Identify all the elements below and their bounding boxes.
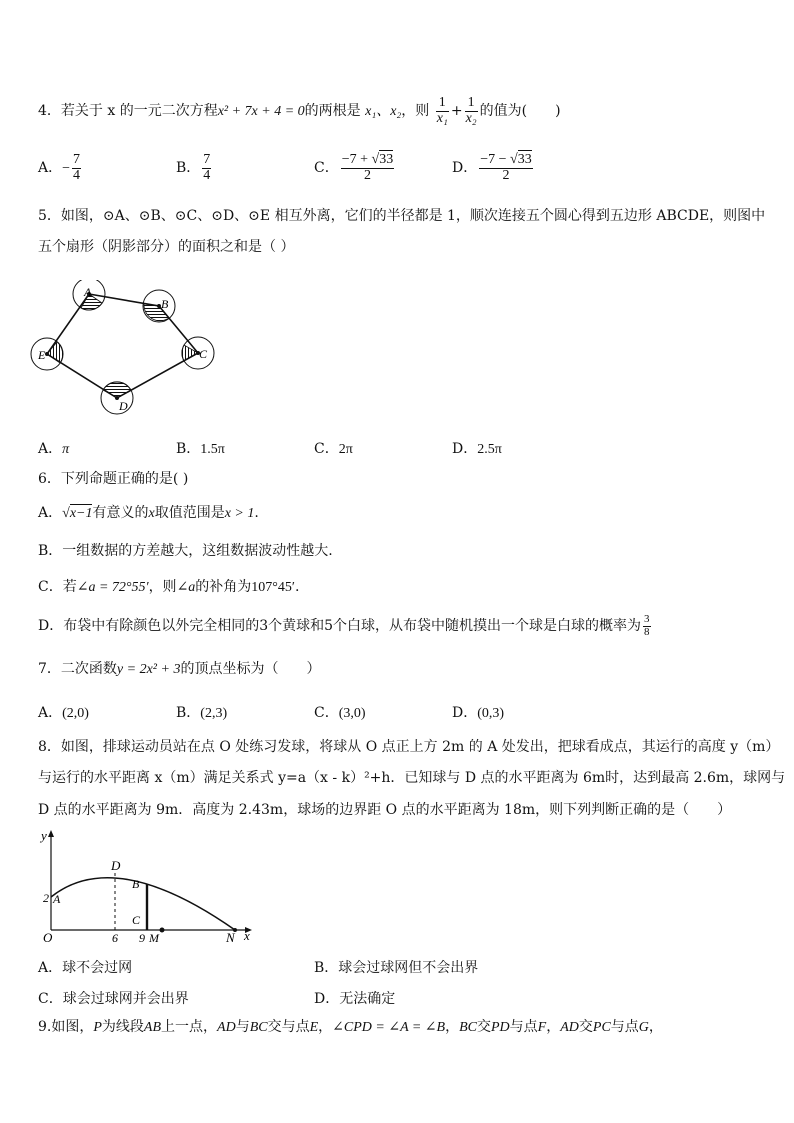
q5-option-a[interactable] [38, 438, 69, 458]
q9-ad2: AD [560, 1020, 579, 1035]
q4-option-c-num: −7 + √33 [341, 151, 394, 167]
q7-prefix: 7．二次函数 [38, 661, 117, 677]
q6-option-a-var: x [148, 506, 155, 521]
q9-t11: 交 [578, 1019, 593, 1035]
q9-t5: 交与点 [267, 1019, 310, 1035]
q5-pentagon-figure [28, 280, 228, 420]
q4-frac1-num: 1 [436, 96, 449, 112]
q9-pd: PD [490, 1020, 510, 1035]
q9-stem [38, 1018, 663, 1037]
q8-label-6: 6 [112, 931, 118, 945]
q8-line2: 与运行的水平距离 x（m）满足关系式 y=a（x - k）²+h．已知球与 D 点的水平距离为 6m时，达到最高 2.6m，球网与 [38, 770, 786, 786]
q7-option-b-label: B． [176, 705, 201, 721]
q5-option-d[interactable] [452, 438, 502, 458]
q8-trajectory-figure [36, 828, 266, 948]
q4-option-a-num: 7 [73, 151, 81, 167]
q8-option-c[interactable] [38, 988, 189, 1008]
q7-option-d-label: D． [452, 705, 478, 721]
q5-sector-c [182, 345, 198, 361]
q4-mid: 的两根是 [304, 103, 361, 119]
q4-option-c-frac [341, 153, 394, 183]
q6-option-d-den: 8 [644, 625, 650, 638]
q6-option-c-label: C．若 [38, 579, 77, 595]
q8-label-9: 9 [139, 931, 145, 945]
q6-option-a-cond: x > 1 [224, 506, 255, 521]
q4-option-a-sign: − [62, 161, 71, 176]
q6-option-c-angle2: ∠a [176, 580, 196, 595]
q7-func: y = 2x² + 3 [116, 662, 181, 677]
q5-option-c-value: 2π [338, 442, 353, 457]
q4-roots: x₁、x₂ [365, 104, 402, 119]
q6-option-c[interactable] [38, 578, 299, 597]
q8-label-a: A [53, 892, 61, 906]
q5-label-c: C [199, 347, 208, 361]
q5-option-c[interactable] [314, 438, 353, 458]
q8-option-d[interactable] [314, 988, 395, 1008]
q8-label-o: O [43, 930, 53, 945]
q9-p: P [93, 1020, 102, 1035]
q8-option-c-value: 球会过球网并会出界 [62, 991, 189, 1007]
q4-option-c-num-a: −7 + [341, 151, 369, 167]
q9-angle: ∠CPD = ∠A = ∠B [332, 1020, 446, 1035]
q4-option-a[interactable] [38, 150, 83, 187]
q6-option-a-label: A． [38, 505, 63, 521]
q8-line1: 8．如图，排球运动员站在点 O 处练习发球，将球从 O 点正上方 2m 的 A 处发出，把球看成点，其运行的高度 y（m） [38, 739, 780, 755]
q8-label-m: M [149, 931, 159, 945]
q9-t2: 为线段 [101, 1019, 144, 1035]
q6-option-a-text1: 有意义的 [92, 505, 149, 521]
q4-option-d-den: 2 [502, 167, 510, 183]
q8-line3: D 点的水平距离为 9m．高度为 2.43m，球场的边界距 O 点的水平距离为 18m，则下列判断正确的是（ ） [38, 802, 732, 818]
q7-option-b[interactable] [176, 702, 227, 722]
q7-option-d-value: (0,3) [477, 706, 505, 721]
q9-t13: ， [648, 1019, 663, 1035]
q9-ab: AB [143, 1020, 162, 1035]
q9-t6: ， [318, 1019, 333, 1035]
q7-option-b-value: (2,3) [200, 706, 228, 721]
q4-option-d-frac [479, 153, 532, 183]
q5-option-a-value: π [62, 442, 70, 457]
q7-option-a[interactable] [38, 702, 89, 722]
q4-option-b-den: 4 [203, 167, 211, 183]
q8-option-b-value: 球会过球网但不会出界 [338, 960, 479, 976]
q4-option-d-num-a: −7 − [480, 151, 507, 167]
q9-t3: 上一点， [161, 1019, 218, 1035]
q8-option-b[interactable] [314, 957, 478, 977]
q4-frac1 [436, 96, 449, 126]
q6-option-c-mid: ，则 [148, 579, 177, 595]
q8-point-m [160, 928, 165, 933]
q8-label-c: C [132, 913, 141, 927]
q4-option-d-num: −7 − √33 [480, 151, 532, 167]
q4-then: ，则 [401, 103, 430, 119]
q8-option-b-label: B． [314, 960, 339, 976]
q9-t1: 9.如图， [38, 1019, 94, 1035]
q8-option-c-label: C． [38, 991, 63, 1007]
q6-option-c-angle: ∠a = 72°55′ [76, 580, 149, 595]
q4-frac1-den: x₁ [436, 110, 448, 126]
q9-t10: ， [546, 1019, 561, 1035]
q5-label-d: D [119, 399, 128, 413]
q6-option-c-text: 的补角为 [195, 579, 252, 595]
q5-option-d-value: 2.5π [477, 442, 502, 457]
q5-sector-e [47, 342, 63, 363]
q8-option-a-value: 球不会过网 [62, 960, 133, 976]
q7-stem [38, 660, 320, 679]
q9-bc2: BC [459, 1020, 477, 1035]
q8-label-2: 2 [43, 891, 49, 905]
q8-option-d-value: 无法确定 [339, 991, 396, 1007]
q5-line2: 五个扇形（阴影部分）的面积之和是（ ） [38, 239, 295, 255]
q7-option-c[interactable] [314, 702, 366, 722]
q6-option-d-text: D．布袋中有除颜色以外完全相同的3个黄球和5个白球，从布袋中随机摸出一个球是白球的概率为 [38, 618, 642, 634]
q4-option-c-sqrt: 33 [379, 151, 394, 167]
q4-equation: x² + 7x + 4 = 0 [217, 104, 305, 119]
q6-option-a-text2: 取值范围是 [154, 505, 225, 521]
q9-bc: BC [249, 1020, 268, 1035]
q4-option-d-label: D． [452, 160, 478, 176]
q5-option-c-label: C． [314, 441, 339, 457]
q7-option-c-label: C． [314, 705, 339, 721]
q8-label-x: x [244, 928, 250, 943]
q4-frac2-den: x₂ [465, 110, 477, 126]
q4-option-c-den: 2 [363, 167, 371, 183]
q9-t9: 与点 [509, 1019, 538, 1035]
q4-frac2-num: 1 [465, 96, 478, 112]
q5-option-a-label: A． [38, 441, 63, 457]
q4-option-a-den: 4 [73, 167, 81, 183]
q9-t8: 交 [476, 1019, 491, 1035]
q9-pc: PC [592, 1020, 611, 1035]
q4-option-c[interactable] [314, 150, 396, 186]
q4-suffix: 的值为( ) [479, 103, 561, 119]
q9-g: G [638, 1020, 649, 1035]
q7-option-c-value: (3,0) [338, 706, 366, 721]
q5-line1: 5．如图，⊙A、⊙B、⊙C、⊙D、⊙E 相互外离，它们的半径都是 1，顺次连接五个圆心得到五边形 ABCDE，则图中 [38, 208, 766, 224]
q8-option-a[interactable] [38, 957, 132, 977]
q7-suffix: 的顶点坐标为（ ） [180, 661, 321, 677]
q5-option-d-label: D． [452, 441, 478, 457]
q6-option-a-end: . [254, 505, 259, 521]
q4-option-b-frac [202, 153, 211, 183]
q8-label-y: y [41, 828, 47, 843]
q7-option-a-label: A． [38, 705, 63, 721]
q5-option-b-label: B． [176, 441, 201, 457]
q9-t4: 与 [235, 1019, 250, 1035]
q6-option-d-num: 3 [644, 612, 650, 625]
q6-option-d-frac [643, 614, 651, 638]
q8-option-a-label: A． [38, 960, 63, 976]
q5-label-a: A [84, 285, 92, 299]
q5-label-e: E [38, 348, 46, 362]
q5-option-b-value: 1.5π [200, 442, 225, 457]
q8-option-d-label: D． [314, 991, 340, 1007]
q4-stem: 4．若关于 x 的一元二次方程x² + 7x + 4 = 0的两根是 x₁、x₂，则 $\frac{1}{\text{x₁}}$ + $\frac{1}{\text{x₂}}$ 的值为( ) [38, 94, 561, 126]
q9-f: F [537, 1020, 547, 1035]
q6-option-d[interactable] [38, 608, 653, 644]
q4-frac2 [465, 96, 478, 126]
q9-t7: ， [445, 1019, 460, 1035]
q5-label-b: B [161, 297, 169, 311]
q6-option-c-value: 107°45′ [251, 580, 295, 595]
q6-option-a[interactable]: A．√x−1有意义的x取值范围是x > 1. [38, 505, 259, 521]
q6-option-c-end: . [294, 579, 300, 595]
q4-option-a-frac [72, 153, 81, 183]
q4-option-c-label: C． [314, 160, 339, 176]
q4-option-b-num: 7 [203, 151, 211, 167]
q4-option-d-sqrt: 33 [517, 151, 532, 167]
q7-option-a-value: (2,0) [62, 706, 89, 721]
q4-option-a-label: A． [38, 160, 63, 176]
q7-option-d[interactable] [452, 702, 504, 722]
q8-label-d: D [111, 858, 121, 873]
q5-sector-d [103, 382, 131, 398]
q6-stem: 6．下列命题正确的是( ) [38, 471, 189, 487]
q5-option-b[interactable] [176, 438, 225, 458]
q6-option-a-sqrt: x−1 [69, 506, 93, 521]
q9-ad: AD [217, 1020, 236, 1035]
q9-e: E [309, 1020, 319, 1035]
q9-t12: 与点 [610, 1019, 639, 1035]
q4-option-d[interactable] [452, 150, 535, 186]
q8-label-n: N [226, 930, 235, 945]
q4-option-b[interactable] [176, 150, 213, 186]
q6-option-b[interactable]: B．一组数据的方差越大，这组数据波动性越大. [38, 543, 333, 559]
q8-trajectory [51, 878, 235, 930]
q4-option-b-label: B． [176, 160, 201, 176]
q8-label-b: B [132, 877, 140, 891]
q4-prefix: 4．若关于 x 的一元二次方程 [38, 103, 218, 119]
